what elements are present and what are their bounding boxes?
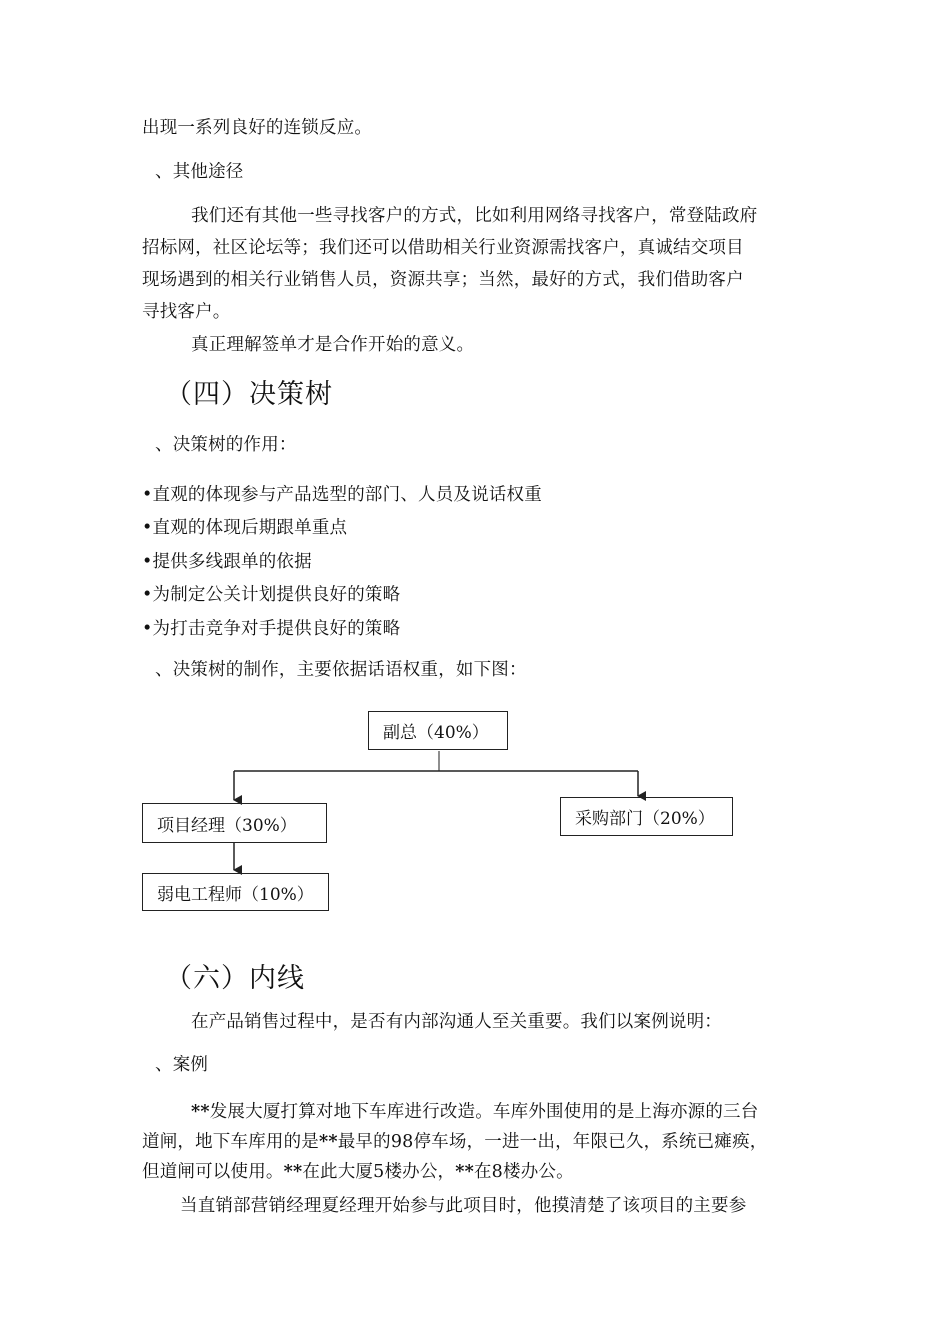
paragraph-text: 当直销部营销经理夏经理开始参与此项目时，他摸清楚了该项目的主要参: [180, 1196, 747, 1216]
text-span: 但道闸可以使用。: [142, 1162, 284, 1182]
tree-node-right: 采购部门（20%）: [560, 797, 733, 836]
redacted-name: **: [283, 1162, 303, 1182]
redacted-name: **: [455, 1162, 474, 1182]
redacted-name: **: [191, 1102, 210, 1122]
text-span: 发展大厦打算对地下车库进行改造。车库外围使用的是上海亦源的三台: [209, 1102, 759, 1122]
text-span: 在8楼办公。: [473, 1162, 574, 1182]
redacted-name: **: [319, 1132, 338, 1152]
list-item: • 提供多线跟单的依据: [142, 548, 312, 573]
paragraph-text: 在产品销售过程中，是否有内部沟通人至关重要。我们以案例说明：: [191, 1012, 722, 1032]
tree-node-left: 项目经理（30%）: [142, 803, 327, 843]
paragraph-text: 出现一系列良好的连锁反应。: [142, 118, 373, 138]
paragraph-text: 现场遇到的相关行业销售人员，资源共享；当然，最好的方式，我们借助客户: [142, 270, 744, 290]
paragraph-text: 我们还有其他一些寻找客户的方式，比如利用网络寻找客户，常登陆政府: [191, 206, 758, 226]
list-item: • 为制定公关计划提供良好的策略: [142, 581, 400, 606]
subheading: 、决策树的作用：: [155, 435, 297, 455]
paragraph-text: 真正理解签单才是合作开始的意义。: [191, 335, 475, 355]
paragraph-text: [142, 1158, 574, 1183]
tree-node-root: 副总（40%）: [368, 711, 508, 750]
list-item: • 直观的体现后期跟单重点: [142, 514, 347, 539]
subheading: 、其他途径: [155, 162, 244, 182]
section-heading: （四）决策树: [165, 379, 333, 410]
subheading: 、案例: [155, 1055, 209, 1075]
text-span: 道闸，地下车库用的是: [142, 1132, 319, 1152]
tree-node-leaf: 弱电工程师（10%）: [142, 873, 329, 911]
text-span: 最早的98停车场，一进一出，年限已久，系统已瘫痪，: [337, 1132, 768, 1152]
subheading: 、决策树的制作，主要依据话语权重，如下图：: [155, 660, 527, 680]
paragraph-text: 寻找客户。: [142, 302, 231, 322]
paragraph-text: [142, 1128, 768, 1153]
list-item: • 直观的体现参与产品选型的部门、人员及说话权重: [142, 481, 542, 506]
paragraph-text: 招标网，社区论坛等；我们还可以借助相关行业资源需找客户，真诚结交项目: [142, 238, 744, 258]
paragraph-text: [191, 1098, 758, 1123]
text-span: 在此大厦5楼办公，: [302, 1162, 456, 1182]
section-heading: （六）内线: [165, 963, 305, 994]
list-item: • 为打击竞争对手提供良好的策略: [142, 615, 400, 640]
